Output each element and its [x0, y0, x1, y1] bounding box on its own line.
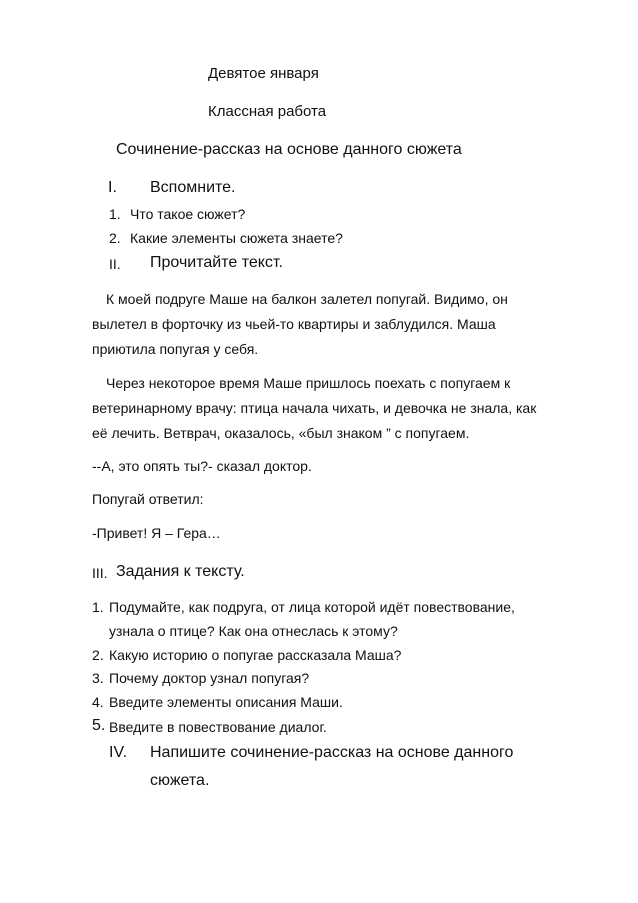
section-3-item-1-line-2: узнала о птице? Как она отнеслась к этому? — [109, 623, 398, 639]
section-3-item-2-number: 2. — [92, 647, 104, 663]
section-3-item-5-number: 5. — [92, 717, 106, 734]
story-paragraph-1-line-2: вылетел в форточку из чьей-то квартиры и заблудился. Маша — [92, 316, 496, 332]
section-3-item-1-line-1: Подумайте, как подруга, от лица которой идёт повествование, — [109, 599, 515, 615]
section-1-item-2-number: 2. — [109, 230, 121, 246]
story-paragraph-2-line-3: её лечить. Ветврач, оказалось, «был знаком ” с попугаем. — [92, 425, 470, 441]
work-type-line: Классная работа — [208, 103, 327, 120]
section-3-item-4-number: 4. — [92, 694, 104, 710]
section-3-item-4-text: Введите элементы описания Маши. — [109, 694, 343, 710]
section-4-numeral: IV. — [109, 744, 128, 761]
section-1-item-1-text: Что такое сюжет? — [130, 206, 246, 222]
section-1-numeral: I. — [108, 179, 117, 196]
section-3-item-3-number: 3. — [92, 670, 104, 686]
section-3-item-5-text: Введите в повествование диалог. — [109, 719, 327, 735]
story-paragraph-2-line-2: ветеринарному врачу: птица начала чихать, и девочка не знала, как — [92, 400, 537, 416]
story-dialogue-line-1: --А, это опять ты?- сказал доктор. — [92, 458, 312, 474]
section-1-item-1-number: 1. — [109, 206, 121, 222]
section-1-heading: Вспомните. — [150, 179, 236, 196]
section-4-heading-line-1: Напишите сочинение-рассказ на основе данного — [150, 744, 514, 761]
section-3-heading: Задания к тексту. — [116, 563, 245, 580]
date-line: Девятое января — [208, 65, 319, 82]
section-2-numeral: II. — [109, 256, 121, 272]
section-2-heading: Прочитайте текст. — [150, 254, 283, 271]
story-paragraph-2-line-1: Через некоторое время Маше пришлось поехать с попугаем к — [106, 375, 511, 391]
story-paragraph-1-line-1: К моей подруге Маше на балкон залетел попугай. Видимо, он — [106, 291, 508, 307]
story-dialogue-line-3: -Привет! Я – Гера… — [92, 525, 221, 541]
section-1-item-2-text: Какие элементы сюжета знаете? — [130, 230, 343, 246]
section-3-numeral: III. — [92, 565, 108, 581]
section-3-item-2-text: Какую историю о попугае рассказала Маша? — [109, 647, 402, 663]
section-3-item-3-text: Почему доктор узнал попугая? — [109, 670, 310, 686]
section-3-item-1-number: 1. — [92, 599, 104, 615]
section-4-heading-line-2: сюжета. — [150, 772, 210, 789]
story-paragraph-1-line-3: приютила попугая у себя. — [92, 341, 259, 357]
page-title: Сочинение-рассказ на основе данного сюжета — [116, 141, 462, 158]
story-dialogue-line-2: Попугай ответил: — [92, 491, 204, 507]
